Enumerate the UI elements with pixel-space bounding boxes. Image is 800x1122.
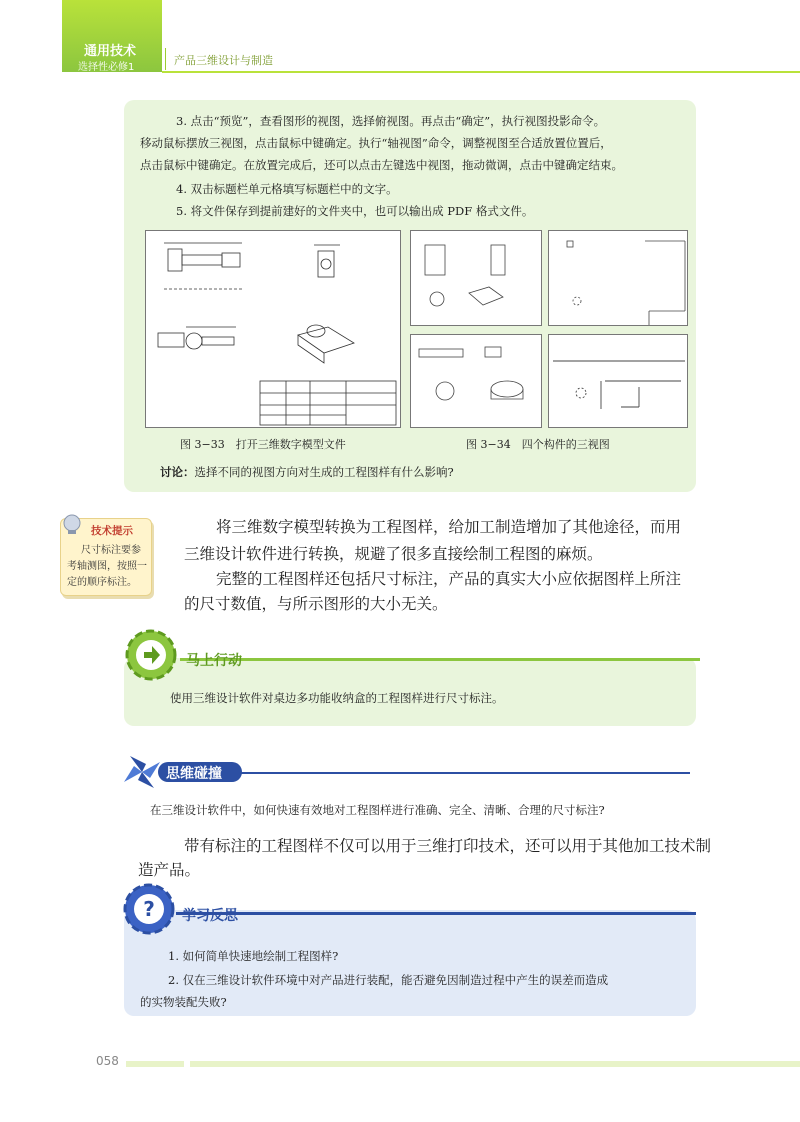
page-number: 058	[96, 1054, 119, 1068]
body-line: 造产品。	[138, 861, 201, 879]
step-line: 移动鼠标摆放三视图，点击鼠标中键确定。执行“轴视图”命令，调整视图至合适放置位置后，	[140, 136, 612, 150]
body-line: 的尺寸数值，与所示图形的大小无关。	[184, 595, 448, 613]
discussion	[160, 464, 454, 480]
three-view-icon	[411, 335, 543, 429]
header-rule	[162, 71, 800, 73]
tech-tip-line: 尺寸标注要参	[81, 545, 141, 556]
lightbulb-icon	[60, 512, 84, 536]
figure-3-33-caption: 图 3−33 打开三维数字模型文件	[180, 438, 346, 451]
discussion-text: 选择不同的视图方向对生成的工程图样有什么影响?	[194, 465, 454, 479]
body-line: 将三维数字模型转换为工程图样，给加工制造增加了其他途径，而用	[216, 518, 682, 536]
tech-tip-line: 定的顺序标注。	[67, 577, 137, 588]
footer-bar	[126, 1061, 184, 1067]
brainstorm-banner-bar	[230, 772, 690, 774]
component-view-4	[548, 334, 688, 428]
discussion-label: 讨论：	[160, 465, 195, 479]
three-view-icon	[411, 231, 543, 327]
reflection-q1: 1. 如何简单快速地绘制工程图样?	[168, 949, 339, 963]
body-line: 三维设计软件进行转换，规避了很多直接绘制工程图的麻烦。	[184, 545, 603, 563]
three-view-icon	[549, 231, 689, 327]
engineering-drawing-icon	[146, 231, 402, 429]
brainstorm-text: 在三维设计软件中，如何快速有效地对工程图样进行准确、完全、清晰、合理的尺寸标注?	[150, 803, 605, 817]
question-gear-icon	[120, 880, 178, 938]
component-view-1	[410, 230, 542, 326]
reflection-q2-line: 的实物装配失败?	[140, 995, 227, 1009]
reflection-q2-line: 2. 仅在三维设计软件环境中对产品进行装配，能否避免因制造过程中产生的误差而造成	[168, 973, 609, 987]
step-line: 点击鼠标中键确定。在放置完成后，还可以点击左键选中视图，拖动微调，点击中键确定结束。	[140, 158, 623, 172]
chapter-title: 产品三维设计与制造	[174, 54, 273, 67]
step-line: 5. 将文件保存到提前建好的文件夹中，也可以输出成 PDF 格式文件。	[176, 204, 534, 218]
header-tab	[62, 0, 162, 72]
figure-3-33-drawing	[145, 230, 401, 428]
action-banner-bar	[180, 658, 700, 661]
component-view-2	[548, 230, 688, 326]
tech-tip-title: 技术提示	[91, 525, 133, 537]
three-view-icon	[549, 335, 689, 429]
component-view-3	[410, 334, 542, 428]
body-line: 完整的工程图样还包括尺寸标注，产品的真实大小应依据图样上所注	[216, 570, 682, 588]
footer-bar	[190, 1061, 800, 1067]
svg-text:?: ?	[143, 897, 155, 921]
reflection-title: 学习反思	[182, 908, 238, 924]
gear-icon	[122, 626, 180, 684]
brainstorm-title: 思维碰撞	[166, 766, 222, 782]
action-title: 马上行动	[186, 653, 242, 669]
step-line: 4. 双击标题栏单元格填写标题栏中的文字。	[176, 182, 398, 196]
book-subtitle: 选择性必修1	[78, 62, 135, 73]
step-line: 3. 点击“预览”，查看图形的视图，选择俯视图。再点击“确定”，执行视图投影命令。	[176, 114, 606, 128]
header-separator	[165, 48, 166, 70]
tech-tip-line: 考轴测图，按照一	[67, 561, 147, 572]
action-text: 使用三维设计软件对桌边多功能收纳盒的工程图样进行尺寸标注。	[170, 691, 504, 705]
book-title: 通用技术	[84, 44, 137, 59]
figure-3-34-caption: 图 3−34 四个构件的三视图	[466, 438, 610, 451]
body-line: 带有标注的工程图样不仅可以用于三维打印技术，还可以用于其他加工技术制	[184, 837, 712, 855]
reflection-banner-bar	[176, 912, 696, 915]
